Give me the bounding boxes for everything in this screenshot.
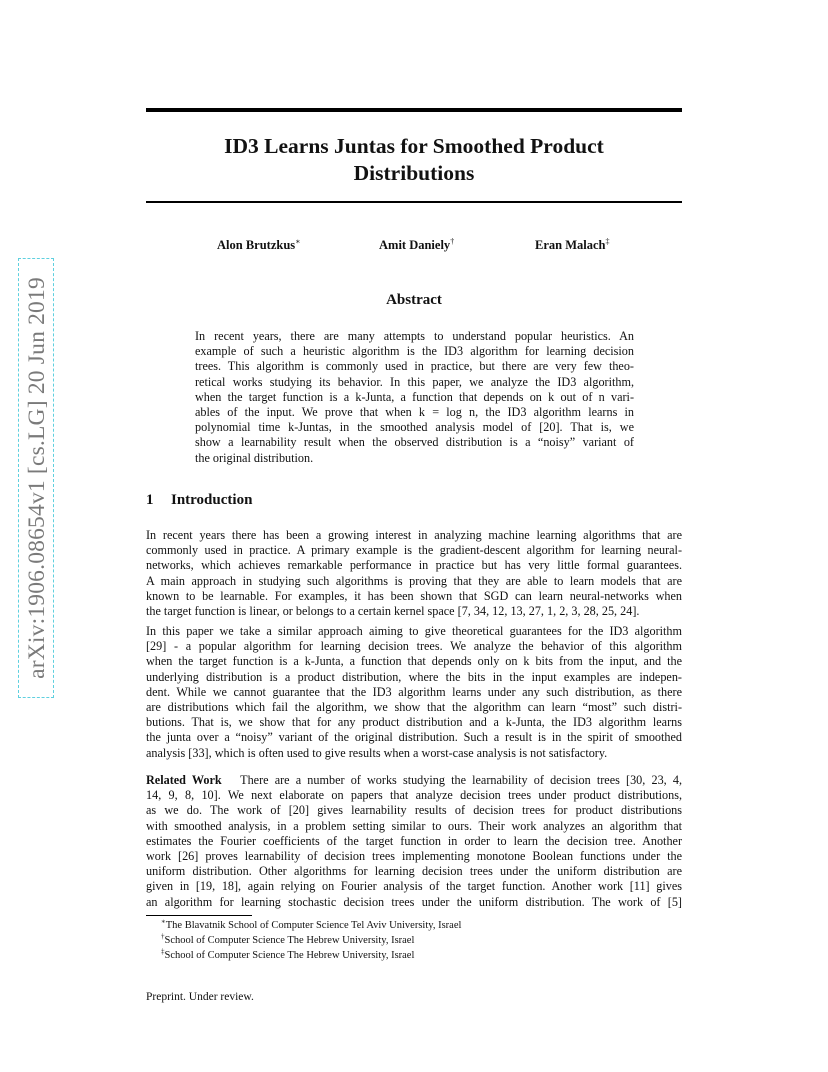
- arxiv-stamp[interactable]: arXiv:1906.08654v1 [cs.LG] 20 Jun 2019: [18, 258, 54, 698]
- abstract-line: trees. This algorithm is commonly used in practice, but there are very few theo-: [195, 359, 634, 374]
- abstract-heading: Abstract: [386, 292, 442, 308]
- text-line: uniform distribution. Other algorithms for learning decision trees under the uniform distribution are: [146, 864, 682, 879]
- author-3: [535, 238, 609, 253]
- text-line: given in [19, 18], again relying on Fourier analysis of the target function. Another work [11] gives: [146, 879, 682, 894]
- text-line: dent. While we cannot guarantee that the ID3 algorithm learns under any such distribution, as there: [146, 684, 682, 699]
- author-name: Eran Malach: [535, 238, 606, 252]
- footnote-1: [161, 917, 462, 931]
- paper-title-line-2: Distributions: [353, 161, 475, 185]
- abstract-line: show a learnability result when the observed distribution is a “noisy” variant of: [195, 435, 634, 450]
- related-work-paragraph: [146, 773, 682, 910]
- text-line: the junta over a “noisy” variant of the original distribution. Such a result is in the spirit of smoothed: [146, 730, 682, 745]
- author-footnote-mark[interactable]: ‡: [605, 236, 610, 246]
- paper-title-line-1: ID3 Learns Juntas for Smoothed Product: [224, 134, 604, 158]
- footnote-rule: [146, 915, 252, 916]
- section-heading-introduction: [146, 492, 252, 509]
- intro-paragraph-1: [146, 528, 682, 619]
- section-number: 1: [146, 492, 154, 508]
- footnote-2: [161, 932, 415, 946]
- text-line: underlying distribution is a product distribution, where the bits in the input examples are indepen-: [146, 669, 682, 684]
- abstract-line: retical works studying its behavior. In this paper, we analyze the ID3 algorithm,: [195, 374, 634, 389]
- footnote-mark: ‡: [161, 947, 165, 956]
- author-name: Amit Daniely: [379, 238, 451, 252]
- text-line: known to be learnable. For examples, it has been shown that SGD can learn neural-networks when: [146, 588, 682, 603]
- section-title: Introduction: [171, 492, 253, 508]
- related-work-heading: Related Work: [146, 773, 222, 787]
- text-line: commonly used in practice. A primary example is the gradient-descent algorithm for learning neural-: [146, 543, 682, 558]
- text-line: with smoothed analysis, in a problem setting similar to ours. Their work analyzes an algorithm that: [146, 818, 682, 833]
- text-line: 14, 9, 8, 10]. We next elaborate on papers that analyze decision trees under product distributions,: [146, 788, 682, 803]
- abstract-line: In recent years, there are many attempts to understand popular heuristics. An: [195, 329, 634, 343]
- footnote-mark: †: [161, 932, 165, 941]
- text-line: In recent years there has been a growing interest in analyzing machine learning algorithms that are: [146, 528, 682, 542]
- author-footnote-mark[interactable]: †: [450, 236, 455, 246]
- title-top-rule: [146, 108, 682, 112]
- footnote-3: [161, 947, 415, 961]
- text-line: [146, 773, 682, 788]
- preprint-note: Preprint. Under review.: [146, 991, 254, 1003]
- author-footnote-mark[interactable]: ∗: [295, 236, 301, 246]
- author-1: [217, 238, 301, 253]
- footnote-text: School of Computer Science The Hebrew University, Israel: [164, 950, 415, 961]
- text-line-content: There are a number of works studying the learnability of decision trees [30, 23, 4,: [240, 773, 683, 787]
- title-bottom-rule: [146, 201, 682, 203]
- text-line: as we do. The work of [20] gives learnability results of decision trees for product distributions: [146, 803, 682, 818]
- abstract-line: polynomial time k-Juntas, in the smoothed analysis model of [20]. That is, we: [195, 420, 634, 435]
- intro-paragraph-2: [146, 624, 682, 761]
- abstract-line: example of such a heuristic algorithm is the ID3 algorithm for learning decision: [195, 344, 634, 359]
- footnote-text: School of Computer Science The Hebrew University, Israel: [164, 935, 415, 946]
- text-line: when the target function is a k-Junta, a function that depends only on k bits from the input, and the: [146, 654, 682, 669]
- author-name: Alon Brutzkus: [217, 238, 296, 252]
- text-line: work [26] proves learnability of decision trees implementing monotone Boolean functions under the: [146, 849, 682, 864]
- text-line: the target function is linear, or belongs to a certain kernel space [7, 34, 12, 13, 27, 1, 2, 3, 28, 25, 24].: [146, 604, 640, 619]
- footnote-text: The Blavatnik School of Computer Science Tel Aviv University, Israel: [165, 920, 462, 931]
- text-line: butions. That is, we show that for any product distribution and a k-Junta, the ID3 algorithm learns: [146, 715, 682, 730]
- abstract-line: the original distribution.: [195, 450, 314, 465]
- text-line: estimates the Fourier coefficients of the target function in order to learn the decision tree. Another: [146, 833, 682, 848]
- abstract-line: when the target function is a k-Junta, a function that depends on k out of n vari-: [195, 389, 634, 404]
- abstract-body: [195, 329, 634, 466]
- text-line: an algorithm for learning stochastic decision trees under the uniform distribution. The work of [5]: [146, 894, 682, 909]
- text-line: networks, which achieves remarkable performance in practice but has very little formal guarantees.: [146, 558, 682, 573]
- abstract-line: ables of the input. We prove that when k = log n, the ID3 algorithm learns in: [195, 405, 634, 420]
- text-line: analysis [33], which is often used to give results when a worst-case analysis is not satisfactory.: [146, 745, 608, 760]
- text-line: In this paper we take a similar approach aiming to give theoretical guarantees for the ID3 algorithm: [146, 624, 682, 638]
- text-line: [29] - a popular algorithm for learning decision trees. We analyze the behavior of this algorithm: [146, 639, 682, 654]
- author-2: [379, 238, 454, 253]
- footnote-mark: ∗: [161, 917, 166, 926]
- text-line: are distributions which fail the algorithm, we show that the algorithm can learn “most” such distri-: [146, 700, 682, 715]
- text-line: A main approach in studying such algorithms is proving that they are able to learn models that are: [146, 573, 682, 588]
